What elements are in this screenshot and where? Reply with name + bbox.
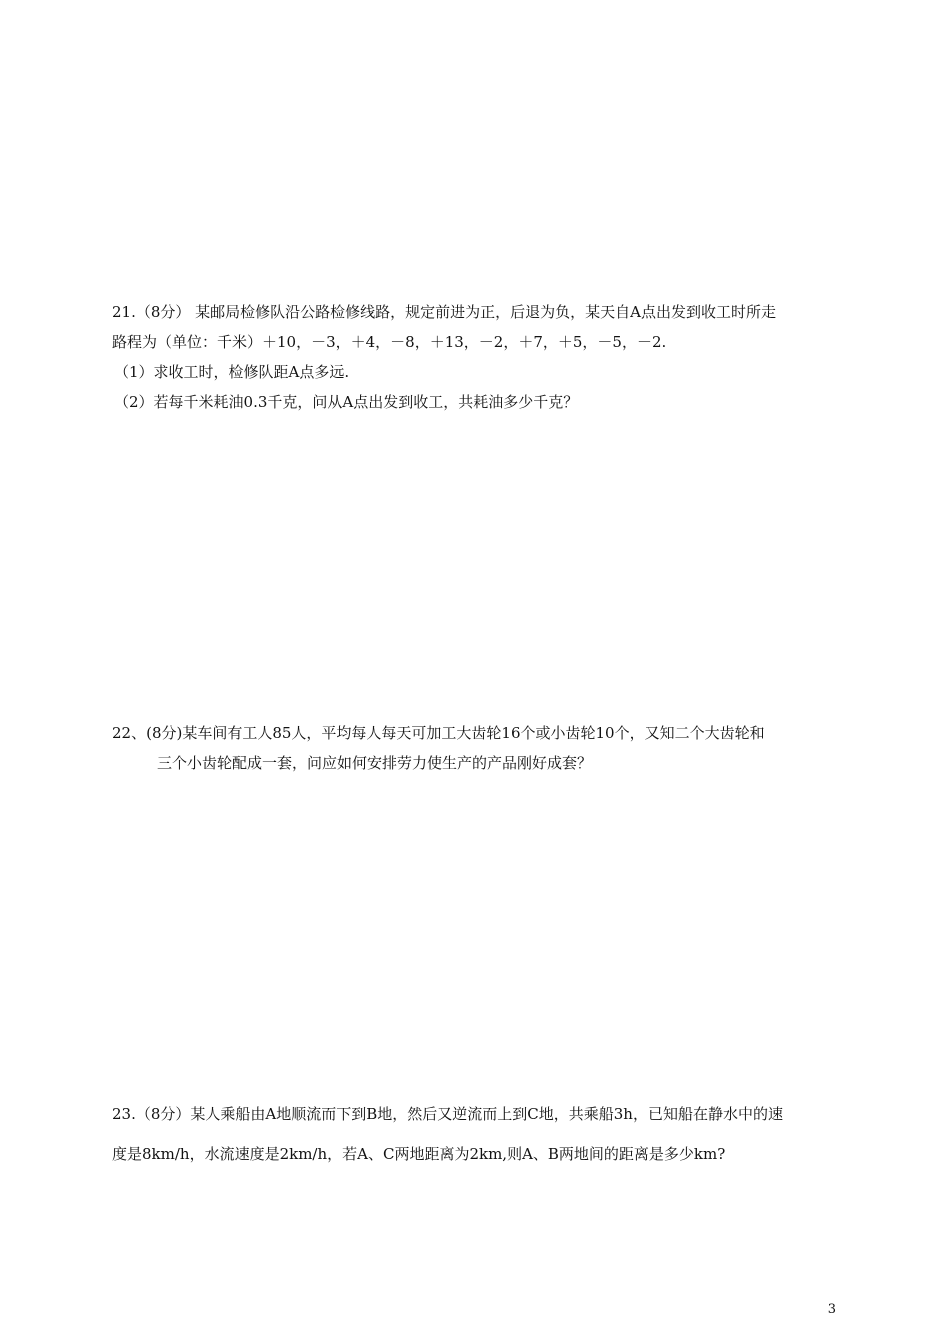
- problem-22: [112, 718, 842, 778]
- problem-23: [112, 1094, 842, 1174]
- page-number: 3: [827, 1302, 836, 1317]
- problem-21-part-2: （2）若每千米耗油0.3千克，问从A点出发到收工，共耗油多少千克？: [114, 393, 579, 411]
- problem-21-statement-line-1: 21.（8分） 某邮局检修队沿公路检修线路，规定前进为正，后退为负，某天自A点出发到收工时所走: [112, 303, 777, 321]
- problem-21-statement-line-2: 路程为（单位：千米）＋10，－3，＋4，－8，＋13，－2，＋7，＋5，－5，－2.: [112, 333, 667, 351]
- problem-21-part-1: （1）求收工时，检修队距A点多远.: [114, 363, 350, 381]
- problem-23-statement-line-2: 度是8km/h，水流速度是2km/h，若A、C两地距离为2km,则A、B两地间的距离是多少km?: [112, 1145, 726, 1163]
- problem-22-statement-line-1: 22、(8分)某车间有工人85人，平均每人每天可加工大齿轮16个或小齿轮10个，又知二个大齿轮和: [112, 724, 765, 742]
- problem-23-statement-line-1: 23.（8分）某人乘船由A地顺流而下到B地，然后又逆流而上到C地，共乘船3h，已知船在静水中的速: [112, 1105, 783, 1123]
- problem-21: [112, 297, 842, 417]
- problem-22-statement-line-2: 三个小齿轮配成一套，问应如何安排劳力使生产的产品刚好成套？: [157, 754, 593, 772]
